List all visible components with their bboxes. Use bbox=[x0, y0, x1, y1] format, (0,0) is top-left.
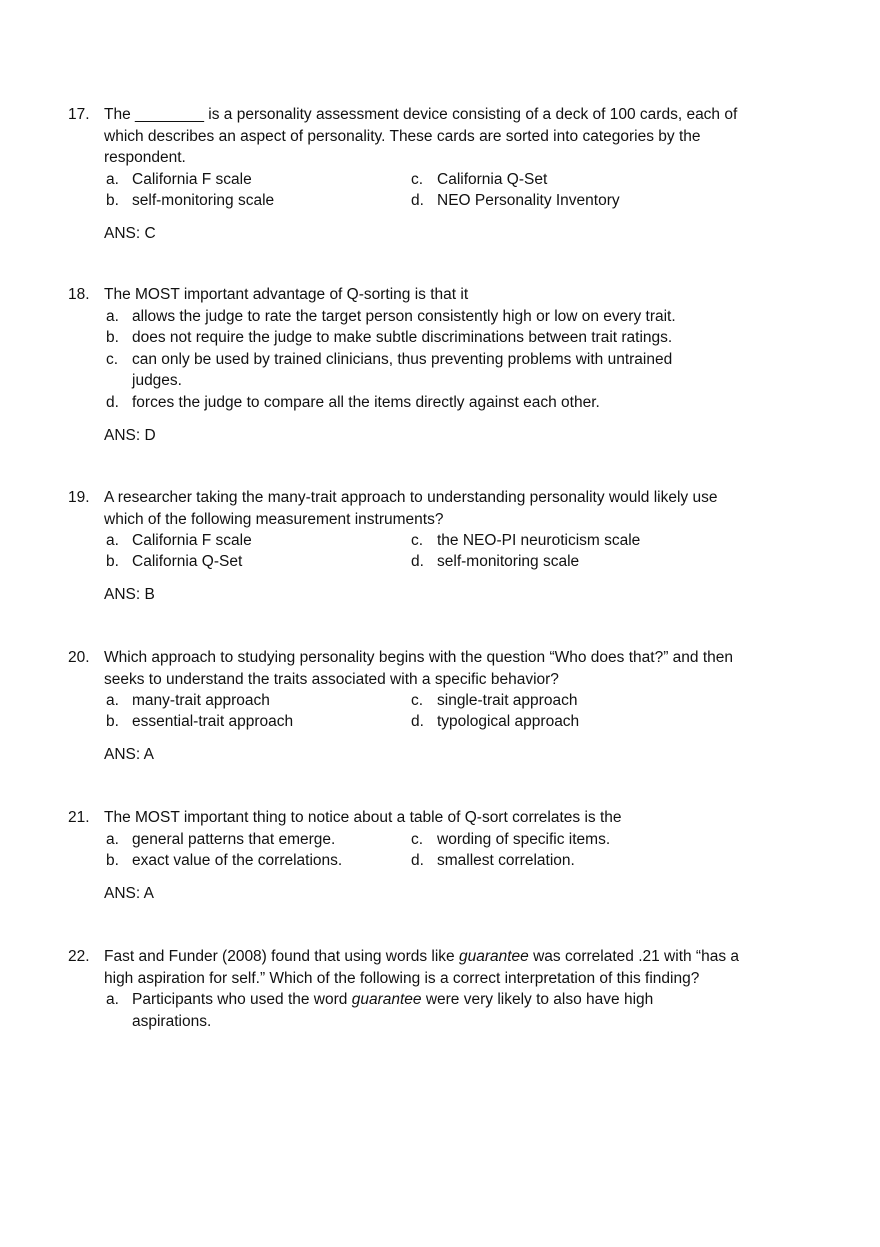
option-letter: a. bbox=[106, 830, 119, 848]
option-letter: c. bbox=[411, 170, 424, 188]
option-c bbox=[409, 530, 714, 551]
option-letter: c. bbox=[411, 532, 424, 549]
option-c bbox=[409, 829, 714, 850]
option-text: self-monitoring scale bbox=[132, 191, 275, 209]
question-22 bbox=[68, 946, 768, 1032]
option-d bbox=[104, 392, 768, 414]
stem-text: was correlated .21 with “has a high aspiration for self.” Which of the following is a correct interpretation of this finding? bbox=[104, 948, 740, 987]
option-text: allows the judge to rate the target person consistently high or low on every trait. bbox=[132, 307, 676, 325]
option-text: forces the judge to compare all the items directly against each other. bbox=[132, 393, 600, 411]
option-text-part: were very likely to also have high aspirations. bbox=[132, 991, 654, 1030]
option-text: typological approach bbox=[437, 713, 580, 730]
option-d bbox=[409, 850, 714, 871]
question-number: 21. bbox=[68, 809, 90, 826]
option-text: exact value of the correlations. bbox=[132, 851, 343, 869]
option-a bbox=[104, 690, 409, 711]
option-b bbox=[104, 551, 409, 572]
option-text: single-trait approach bbox=[437, 692, 578, 709]
answer-key: ANS: C bbox=[104, 224, 156, 242]
option-text: California Q-Set bbox=[437, 170, 548, 188]
answer-options bbox=[104, 829, 768, 871]
question-number: 18. bbox=[68, 286, 90, 303]
question-number: 19. bbox=[68, 489, 90, 506]
option-text: the NEO-PI neuroticism scale bbox=[437, 532, 641, 549]
option-letter: d. bbox=[411, 713, 424, 730]
option-text: California F scale bbox=[132, 170, 252, 188]
answer-options bbox=[104, 530, 768, 572]
question-20 bbox=[68, 647, 768, 766]
answer-options bbox=[104, 306, 768, 414]
answer-options bbox=[104, 169, 768, 211]
option-text bbox=[132, 989, 682, 1032]
answer-options bbox=[104, 690, 768, 732]
option-text: general patterns that emerge. bbox=[132, 830, 336, 848]
option-letter: a. bbox=[106, 991, 119, 1008]
option-text: self-monitoring scale bbox=[437, 553, 580, 570]
question-number: 22. bbox=[68, 948, 90, 965]
option-text: California Q-Set bbox=[132, 553, 243, 570]
option-text-part: Participants who used the word bbox=[132, 991, 352, 1008]
option-letter: d. bbox=[411, 851, 424, 869]
option-c bbox=[104, 349, 768, 392]
option-letter: d. bbox=[411, 191, 424, 209]
option-text: many-trait approach bbox=[132, 692, 270, 709]
option-text: smallest correlation. bbox=[437, 851, 575, 869]
question-stem: The MOST important advantage of Q-sorting is that it bbox=[104, 286, 469, 303]
option-letter: b. bbox=[106, 329, 119, 346]
answer-key: ANS: D bbox=[104, 427, 156, 444]
option-d bbox=[409, 551, 714, 572]
question-number: 20. bbox=[68, 649, 90, 666]
option-a bbox=[104, 829, 409, 850]
option-c bbox=[409, 169, 714, 190]
option-letter: b. bbox=[106, 191, 119, 209]
option-a bbox=[104, 169, 409, 190]
option-letter: c. bbox=[411, 830, 424, 848]
option-a bbox=[104, 306, 768, 328]
option-letter: a. bbox=[106, 532, 119, 549]
question-stem: Which approach to studying personality begins with the question “Who does that?” and then seeks to understand the traits associated with a specific behavior? bbox=[104, 649, 733, 688]
option-letter: b. bbox=[106, 851, 119, 869]
option-c bbox=[409, 690, 714, 711]
option-text: NEO Personality Inventory bbox=[437, 191, 620, 209]
option-d bbox=[409, 190, 714, 211]
question-21 bbox=[68, 807, 768, 904]
option-text: does not require the judge to make subtle discriminations between trait ratings. bbox=[132, 329, 673, 346]
option-italic-term: guarantee bbox=[351, 991, 422, 1008]
question-17 bbox=[68, 104, 768, 244]
question-stem: A researcher taking the many-trait approach to understanding personality would likely use which of the following measurement instruments? bbox=[104, 489, 718, 528]
answer-key: ANS: A bbox=[104, 884, 154, 902]
option-b bbox=[104, 190, 409, 211]
option-text: wording of specific items. bbox=[437, 830, 611, 848]
option-letter: a. bbox=[106, 307, 119, 325]
stem-text: Fast and Funder (2008) found that using words like bbox=[104, 948, 459, 965]
option-letter: b. bbox=[106, 553, 119, 570]
answer-key: ANS: B bbox=[104, 586, 155, 603]
option-letter: c. bbox=[106, 350, 119, 368]
option-b bbox=[104, 327, 768, 349]
option-b bbox=[104, 850, 409, 871]
option-letter: d. bbox=[411, 553, 424, 570]
option-b bbox=[104, 711, 409, 732]
question-19 bbox=[68, 487, 768, 606]
question-stem: The MOST important thing to notice about a table of Q-sort correlates is the bbox=[104, 809, 622, 826]
answer-key: ANS: A bbox=[104, 746, 154, 763]
option-letter: a. bbox=[106, 170, 119, 188]
option-a bbox=[104, 530, 409, 551]
option-text: essential-trait approach bbox=[132, 713, 294, 730]
question-number: 17. bbox=[68, 106, 90, 123]
question-stem: The ________ is a personality assessment device consisting of a deck of 100 cards, each of which describes an aspect of personality. These cards are sorted into categories by the respondent. bbox=[104, 106, 738, 166]
option-a bbox=[104, 989, 768, 1032]
answer-options bbox=[104, 989, 768, 1032]
stem-italic-term: guarantee bbox=[458, 948, 529, 965]
option-letter: a. bbox=[106, 692, 119, 709]
option-letter: d. bbox=[106, 393, 119, 411]
option-letter: c. bbox=[411, 692, 424, 709]
option-text: California F scale bbox=[132, 532, 252, 549]
question-stem bbox=[104, 946, 754, 989]
question-18 bbox=[68, 284, 768, 447]
option-text: can only be used by trained clinicians, thus preventing problems with untrained judges. bbox=[132, 350, 673, 389]
option-letter: b. bbox=[106, 713, 119, 730]
option-d bbox=[409, 711, 714, 732]
